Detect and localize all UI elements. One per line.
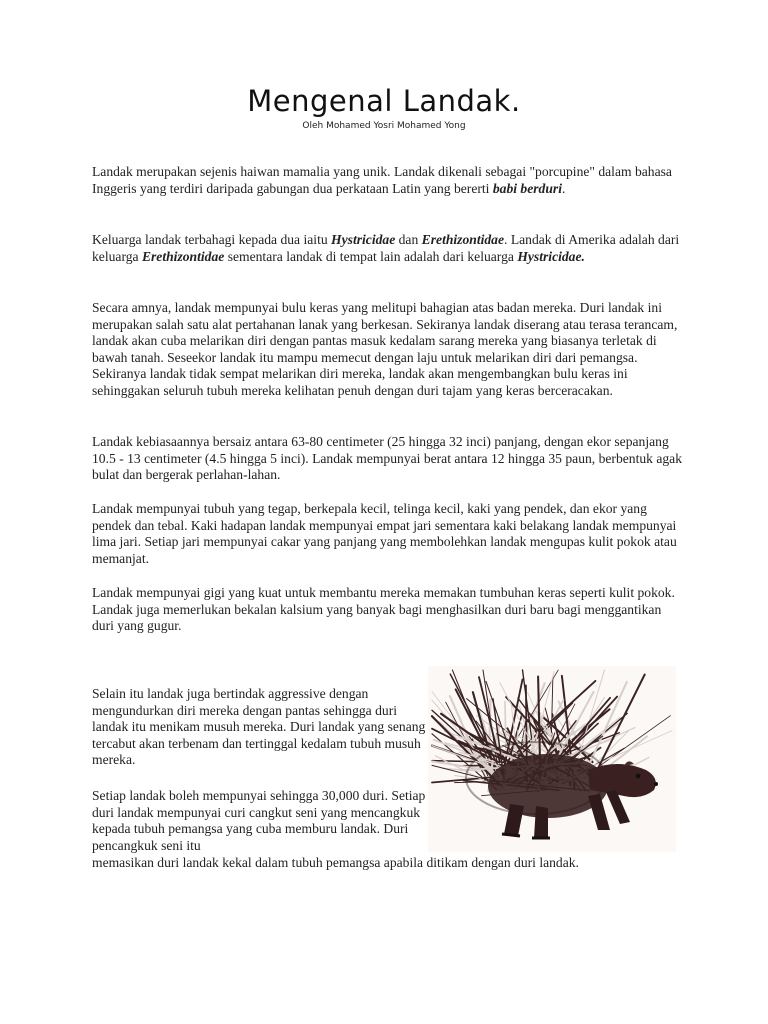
paragraph-3: Secara amnya, landak mempunyai bulu keras yang melitupi bahagian atas badan mereka. Duri landak ini merupakan salah satu alat pertahanan lanak yang berkesan. Sekiranya landak diserang atau terasa terancam, landak akan cuba melarikan diri dengan pantas masuk kedalam sarang mereka yang biasanya terletak di bawah tanah. Seseekor landak itu mampu memecut dengan laju untuk melarikan diri dari pemangsa. Sekiranya landak tidak sempat melarikan diri mereka, landak akan mengembangkan bulu keras ini sehinggakan seluruh tubuh mereka kelihatan penuh dengan duri tajam yang keras berceracakan.	[92, 300, 678, 398]
paragraph-5: Landak mempunyai tubuh yang tegap, berkepala kecil, telinga kecil, kaki yang pendek, dan ekor yang pendek dan tebal. Kaki hadapan landak mempunyai empat jari sementara kaki belakang landak mempunyai lima jari. Setiap jari mempunyai cakar yang panjang yang membolehkan landak mengupas kulit pokok atau memanjat.	[92, 501, 677, 566]
paragraph-6: Landak mempunyai gigi yang kuat untuk membantu mereka memakan tumbuhan keras seperti kulit pokok. Landak juga memerlukan bekalan kalsium yang banyak bagi menghasilkan duri baru bagi menggantikan duri yang gugur.	[92, 585, 675, 634]
paragraph-4: Landak kebiasaannya bersaiz antara 63-80 centimeter (25 hingga 32 inci) panjang, dengan ekor sepanjang 10.5 - 13 centimeter (4.5 hingga 5 inci). Landak mempunyai berat antara 12 hingga 35 paun, berbentuk agak bulat dan bergerak perlahan-lahan.	[92, 434, 683, 483]
paragraph-8-last-line: memasikan duri landak kekal dalam tubuh pemangsa apabila ditikam dengan duri landak.	[92, 855, 579, 870]
paragraph-1: Landak merupakan sejenis haiwan mamalia yang unik. Landak dikenali sebagai "porcupine" dalam bahasa Inggeris yang terdiri daripada gabungan dua perkataan Latin yang bererti babi berduri.	[92, 164, 672, 196]
page-title: Mengenal Landak.	[247, 84, 521, 118]
author-byline: Oleh Mohamed Yosri Mohamed Yong	[302, 121, 466, 131]
paragraph-2: Keluarga landak terbahagi kepada dua iaitu Hystricidae dan Erethizontidae. Landak di Amerika adalah dari keluarga Erethizontidae sementara landak di tempat lain adalah dari keluarga Hystricidae.	[92, 232, 680, 264]
paragraph-7: Selain itu landak juga bertindak aggressive dengan mengundurkan diri mereka dengan pantas sehingga duri landak itu menikam musuh mereka. Duri landak yang senang tercabut akan terbenam dan tertinggal kedalam tubuh musuh mereka.	[92, 686, 426, 768]
paragraph-8: Setiap landak boleh mempunyai sehingga 30,000 duri. Setiap duri landak mempunyai curi cangkut seni yang mencangkuk kepada tubuh pemangsa yang cuba memburu landak. Duri pencangkuk seni itu	[92, 788, 426, 853]
porcupine-illustration	[428, 666, 676, 852]
